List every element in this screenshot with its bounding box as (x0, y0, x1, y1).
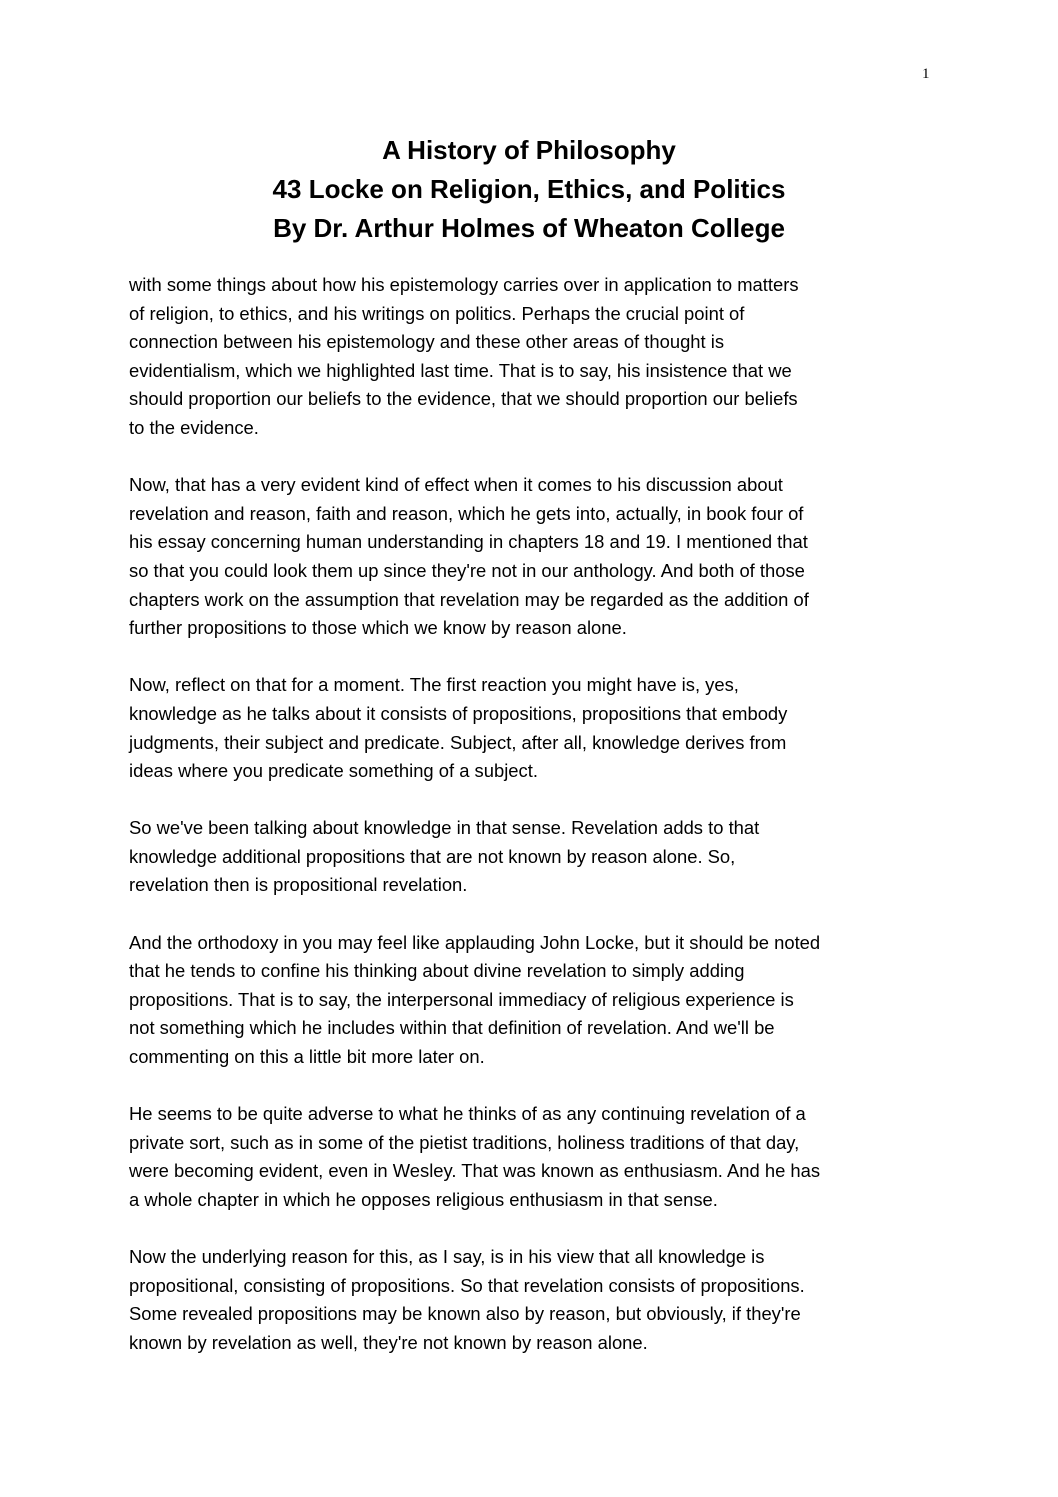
text-line: to the evidence. (129, 416, 259, 438)
text-line: evidentialism, which we highlighted last time. That is to say, his insistence that we (129, 359, 792, 381)
text-line: of religion, to ethics, and his writings on politics. Perhaps the crucial point of (129, 302, 745, 324)
text-line: Now the underlying reason for this, as I say, is in his view that all knowledge is (129, 1246, 765, 1268)
body-text (129, 271, 934, 1386)
document-title: A History of Philosophy (382, 135, 676, 165)
text-line: knowledge additional propositions that are not known by reason alone. So, (129, 845, 736, 867)
text-line: a whole chapter in which he opposes religious enthusiasm in that sense. (129, 1189, 718, 1210)
paragraph (129, 814, 934, 900)
text-line: so that you could look them up since they're not in our anthology. And both of those (129, 559, 805, 581)
text-line: private sort, such as in some of the pietist traditions, holiness traditions of that day, (129, 1131, 800, 1153)
text-line: Now, that has a very evident kind of effect when it comes to his discussion about (129, 474, 783, 496)
text-line: known by revelation as well, they're not known by reason alone. (129, 1331, 648, 1353)
page-number: 1 (922, 66, 930, 82)
text-line: ideas where you predicate something of a subject. (129, 760, 538, 782)
lecture-title: 43 Locke on Religion, Ethics, and Politics (272, 174, 786, 204)
text-line: should proportion our beliefs to the evidence, that we should proportion our beliefs (129, 388, 798, 410)
text-line: were becoming evident, even in Wesley. That was known as enthusiasm. And he has (129, 1160, 821, 1182)
paragraph (129, 671, 934, 785)
paragraph (129, 471, 934, 643)
paragraph (129, 929, 934, 1072)
paragraph (129, 1100, 934, 1214)
text-line: further propositions to those which we know by reason alone. (129, 617, 627, 639)
text-line: Some revealed propositions may be known also by reason, but obviously, if they're (129, 1303, 801, 1325)
text-line: propositional, consisting of propositions. So that revelation consists of propositions. (129, 1274, 805, 1296)
text-line: propositions. That is to say, the interpersonal immediacy of religious experience is (129, 988, 794, 1010)
text-line: He seems to be quite adverse to what he thinks of as any continuing revelation of a (129, 1103, 806, 1125)
text-line: So we've been talking about knowledge in that sense. Revelation adds to that (129, 817, 760, 839)
text-line: not something which he includes within that definition of revelation. And we'll be (129, 1017, 775, 1039)
text-line: knowledge as he talks about it consists of propositions, propositions that embody (129, 702, 788, 724)
author-line: By Dr. Arthur Holmes of Wheaton College (273, 213, 785, 243)
text-line: chapters work on the assumption that revelation may be regarded as the addition of (129, 588, 809, 610)
paragraph (129, 1243, 934, 1357)
text-line: revelation and reason, faith and reason, which he gets into, actually, in book four of (129, 502, 804, 524)
paragraph (129, 271, 934, 443)
text-line: judgments, their subject and predicate. Subject, after all, knowledge derives from (129, 731, 787, 753)
title-block (0, 131, 1058, 248)
text-line: And the orthodoxy in you may feel like applauding John Locke, but it should be noted (129, 931, 821, 953)
text-line: that he tends to confine his thinking about divine revelation to simply adding (129, 960, 745, 982)
text-line: his essay concerning human understanding in chapters 18 and 19. I mentioned that (129, 531, 808, 553)
text-line: revelation then is propositional revelation. (129, 874, 468, 896)
text-line: connection between his epistemology and these other areas of thought is (129, 331, 725, 353)
text-line: commenting on this a little bit more later on. (129, 1046, 485, 1068)
text-line: with some things about how his epistemology carries over in application to matters (129, 274, 799, 295)
text-line: Now, reflect on that for a moment. The first reaction you might have is, yes, (129, 674, 739, 696)
